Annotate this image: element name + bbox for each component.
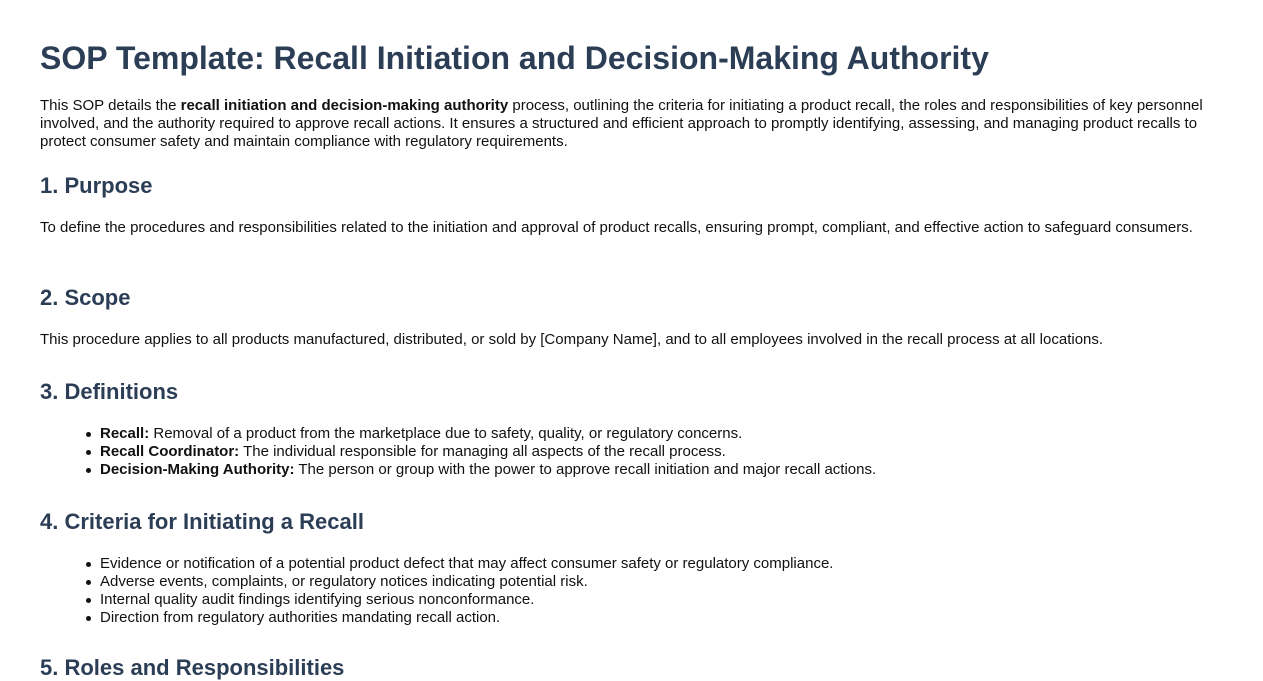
list-item: Evidence or notification of a potential product defect that may affect consumer safety or regulatory compliance. [40, 555, 1220, 573]
definition-desc: The person or group with the power to approve recall initiation and major recall actions. [294, 461, 877, 478]
page-title: SOP Template: Recall Initiation and Decision-Making Authority [40, 40, 989, 76]
intro-text-after: process, outlining the criteria for initiating a product recall, the roles and responsibilities of key personnel involved, and the authority required to approve recall actions. It ensures a structured and efficient approach to promptly identifying, assessing, and managing product recalls to protect consumer safety and maintain compliance with regulatory requirements. [40, 97, 1203, 150]
definition-desc: The individual responsible for managing all aspects of the recall process. [239, 443, 726, 460]
definition-term: Decision-Making Authority: [100, 461, 295, 478]
definition-term: Recall Coordinator: [100, 443, 240, 460]
purpose-paragraph: To define the procedures and responsibilities related to the initiation and approval of product recalls, ensuring prompt, compliant, and effective action to safeguard consumers. [40, 219, 1193, 236]
definitions-list [40, 425, 1220, 479]
list-item: Direction from regulatory authorities mandating recall action. [40, 609, 1220, 627]
list-item [40, 425, 1220, 443]
definition-term: Recall: [100, 425, 150, 442]
list-item [40, 461, 1220, 479]
section-heading-criteria: 4. Criteria for Initiating a Recall [40, 509, 364, 534]
definition-desc: Removal of a product from the marketplace due to safety, quality, or regulatory concerns. [149, 425, 743, 442]
section-heading-definitions: 3. Definitions [40, 379, 179, 404]
list-item: Internal quality audit findings identifying serious nonconformance. [40, 591, 1220, 609]
list-item [40, 443, 1220, 461]
intro-paragraph [40, 97, 1230, 151]
section-heading-purpose: 1. Purpose [40, 173, 153, 198]
list-item: Adverse events, complaints, or regulatory notices indicating potential risk. [40, 573, 1220, 591]
scope-paragraph: This procedure applies to all products manufactured, distributed, or sold by [Company Name], and to all employees involved in the recall process at all locations. [40, 331, 1104, 348]
criteria-list [40, 555, 1220, 627]
section-heading-scope: 2. Scope [40, 285, 131, 310]
intro-text-bold: recall initiation and decision-making authority [180, 97, 509, 114]
section-heading-roles: 5. Roles and Responsibilities [40, 655, 345, 680]
intro-text-before: This SOP details the [40, 97, 181, 114]
